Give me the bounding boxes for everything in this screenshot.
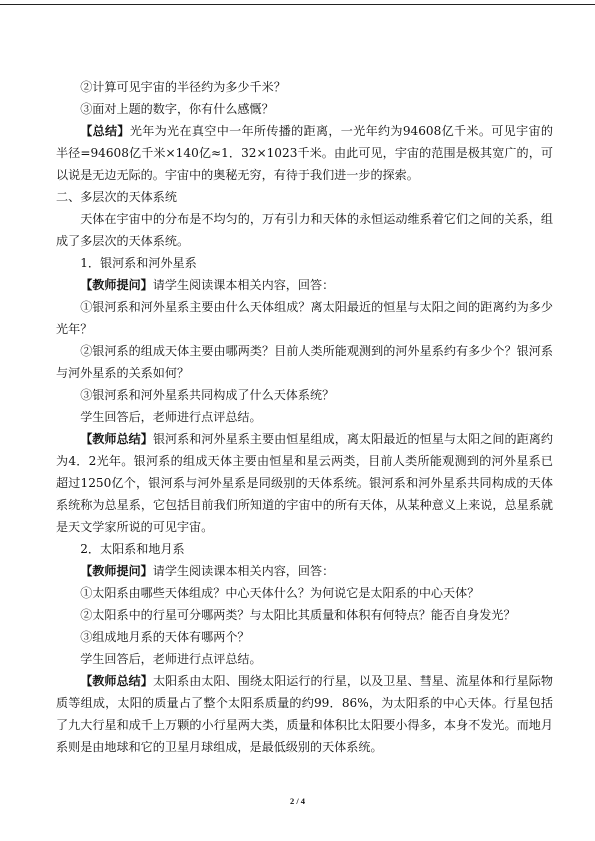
galaxy-question-2: ②银河系的组成天体主要由哪两类？目前人类所能观测到的河外星系约有多少个？银河系与河外星系的关系如何？ (56, 344, 553, 380)
summary-paragraph (56, 120, 553, 186)
section-intro: 天体在宇宙中的分布是不均匀的，万有引力和天体的永恒运动维系着它们之间的关系，组成了多层次的天体系统。 (56, 212, 553, 248)
question-2: ②计算可见宇宙的半径约为多少千米？ (80, 80, 286, 94)
solar-question-1: ①太阳系由哪些天体组成？中心天体什么？为何说它是太阳系的中心天体？ (80, 586, 480, 600)
summary-text: 光年为光在真空中一年所传播的距离，一光年约为94608亿千米。可见宇宙的半径=94608亿千米×140亿≈1．32×1023千米。由此可见，宇宙的范围是极其宽广的，可以说是无边无际的。宇宙中的奥秘无穷，有待于我们进一步的探索。 (56, 124, 553, 182)
header-rule (0, 4, 595, 5)
galaxy-question-3: ③银河系和河外星系共同构成了什么天体系统？ (80, 388, 335, 402)
teacher-question-text: 请学生阅读课本相关内容，回答： (152, 278, 335, 292)
teacher-summary-text: 银河系和河外星系主要由恒星组成，离太阳最近的恒星与太阳之间的距离约为4．2光年。银河系的组成天体主要由恒星和星云两类，目前人类所能观测到的河外星系已超过1250亿个，银河系与河外星系是同级别的天体系统。银河系和河外星系共同构成的天体系统称为总星系，它包括目前我们所知道的宇宙中的所有天体，从某种意义上来说，总星系就是天文学家所说的可见宇宙。 (56, 432, 553, 534)
teacher-question-text: 请学生阅读课本相关内容，回答： (152, 564, 335, 578)
solar-question-2: ②太阳系中的行星可分哪两类？与太阳比其质量和体积有何特点？能否自身发光？ (80, 608, 516, 622)
page-number: 2 / 4 (289, 796, 306, 806)
teacher-summary-tag: 【教师总结】 (80, 674, 153, 688)
teacher-question-tag: 【教师提问】 (80, 564, 153, 578)
question-3: ③面对上题的数字，你有什么感慨？ (80, 102, 274, 116)
section-title-multilevel-systems: 二、多层次的天体系统 (56, 190, 177, 204)
teacher-question-2 (56, 560, 553, 582)
solar-question-3: ③组成地月系的天体有哪两个？ (80, 630, 250, 644)
teacher-summary-2 (56, 670, 553, 758)
galaxy-question-1: ①银河系和河外星系主要由什么天体组成？离太阳最近的恒星与太阳之间的距离约为多少光年？ (56, 300, 553, 336)
teacher-summary-tag: 【教师总结】 (80, 432, 153, 446)
student-answer-note-1: 学生回答后，老师进行点评总结。 (80, 410, 262, 424)
document-body (56, 76, 553, 758)
summary-tag: 【总结】 (80, 124, 130, 138)
teacher-summary-1 (56, 428, 553, 538)
student-answer-note-2: 学生回答后，老师进行点评总结。 (80, 652, 262, 666)
teacher-question-1 (56, 274, 553, 296)
subsection-title-solar-system: 2．太阳系和地月系 (80, 542, 185, 556)
teacher-summary-text: 太阳系由太阳、围绕太阳运行的行星，以及卫星、彗星、流星体和行星际物质等组成，太阳的质量占了整个太阳系质量的约99．86%，为太阳系的中心天体。行星包括了九大行星和成千上万颗的小行星两大类，质量和体积比太阳要小得多，本身不发光。而地月系则是由地球和它的卫星月球组成，是最低级别的天体系统。 (56, 674, 553, 754)
subsection-title-galaxy: 1．银河系和河外星系 (80, 256, 197, 270)
teacher-question-tag: 【教师提问】 (80, 278, 153, 292)
